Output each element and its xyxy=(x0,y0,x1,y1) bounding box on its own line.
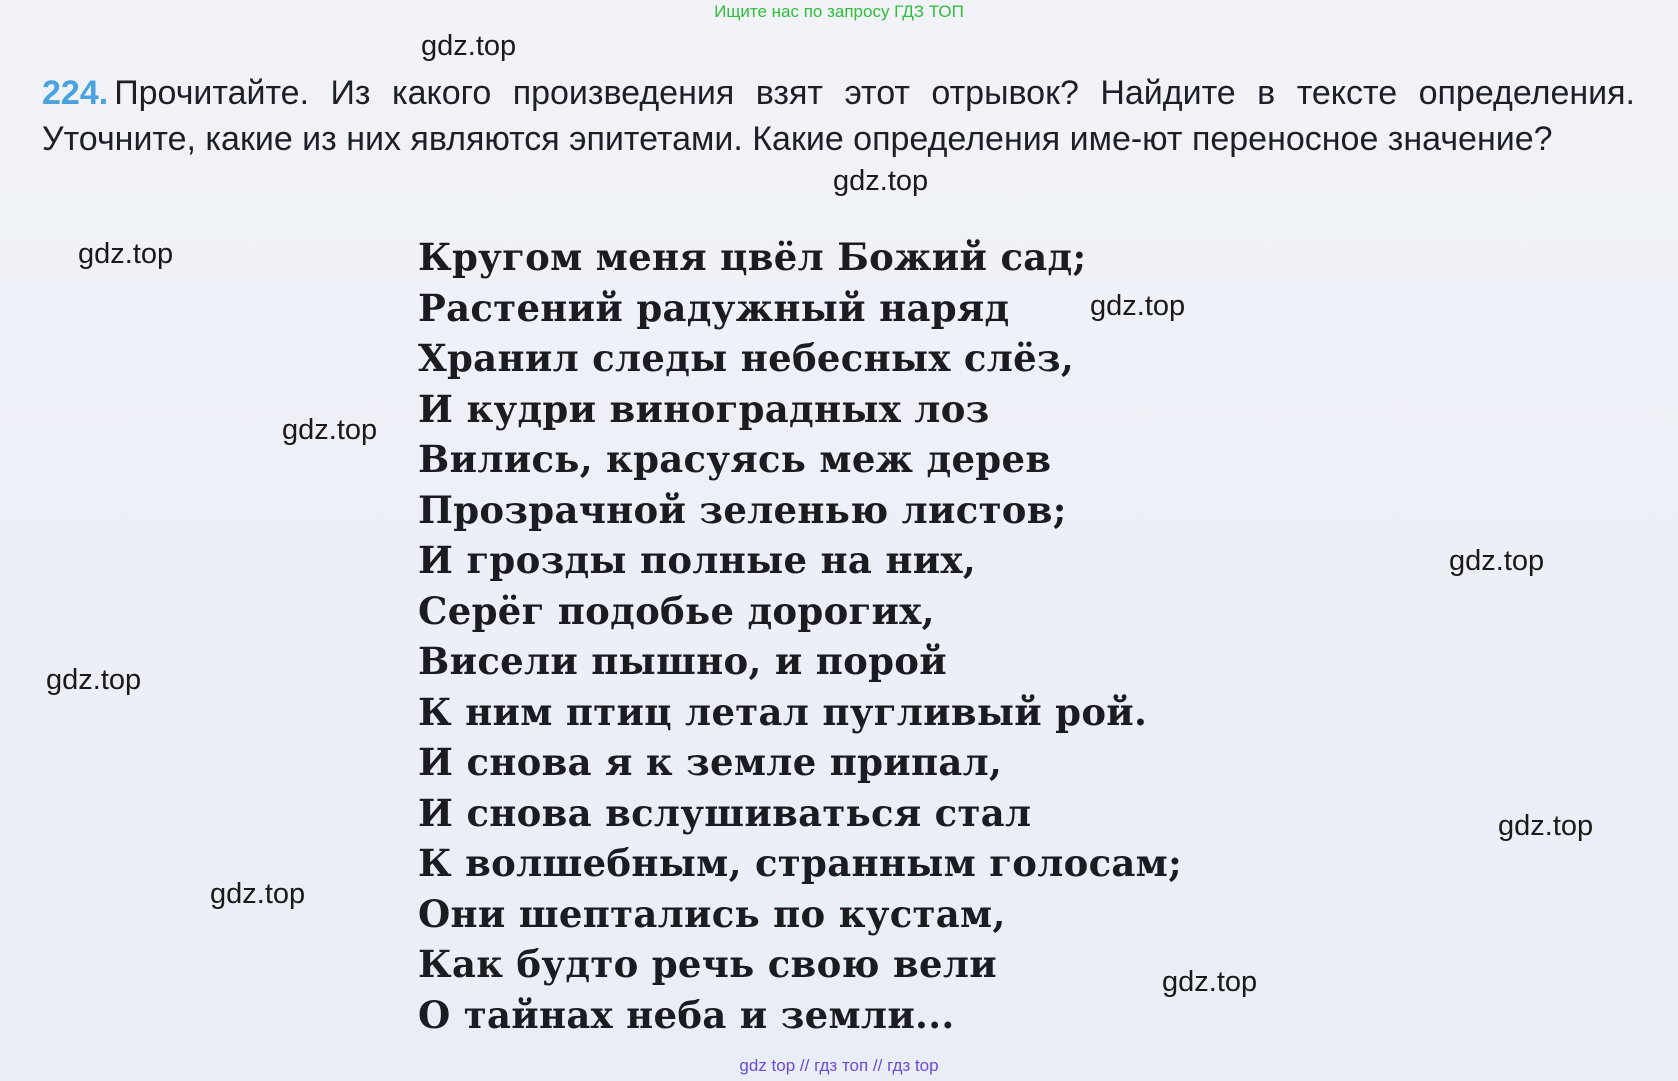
poem-line: И снова вслушиваться стал xyxy=(418,790,1032,835)
poem-line: И кудри виноградных лоз xyxy=(418,386,990,431)
watermark: gdz.top xyxy=(282,414,378,446)
poem-line: Вились, красуясь меж дерев xyxy=(418,437,1052,481)
bottom-banner: gdz top // гдз топ // гдз top xyxy=(739,1056,939,1075)
poem-excerpt xyxy=(418,232,1182,1040)
poem-line: Кругом меня цвёл Божий сад; xyxy=(418,235,1087,279)
task-instruction xyxy=(42,70,1635,162)
poem-line: Прозрачной зеленью листов; xyxy=(418,487,1067,532)
poem-line: К ним птиц летал пугливый рой. xyxy=(418,689,1148,734)
watermark: gdz.top xyxy=(46,664,142,696)
watermark: gdz.top xyxy=(1449,545,1545,577)
poem-line: Серёг подобье дорогих, xyxy=(418,588,935,633)
watermark: gdz.top xyxy=(1090,290,1186,322)
watermark: gdz.top xyxy=(1498,810,1594,842)
task-text: Прочитайте. Из какого произведения взят этот отрывок? Найдите в тексте определения. Уточните, какие из них являются эпитетами. Какие определения име-ют переносное значение? xyxy=(42,74,1635,158)
poem-line: Как будто речь свою вели xyxy=(418,942,997,986)
poem-line: О тайнах неба и земли... xyxy=(418,992,955,1037)
watermark: gdz.top xyxy=(78,238,174,270)
poem-line: К волшебным, странным голосам; xyxy=(418,841,1183,885)
poem-line: И снова я к земле припал, xyxy=(418,740,1003,784)
poem-line: Хранил следы небесных слёз, xyxy=(418,336,1075,380)
watermark: gdz.top xyxy=(210,878,306,910)
watermark: gdz.top xyxy=(421,30,517,62)
poem-line: Они шептались по кустам, xyxy=(418,891,1006,936)
top-banner: Ищите нас по запросу ГДЗ ТОП xyxy=(714,2,964,21)
poem-line: Висели пышно, и порой xyxy=(418,639,948,683)
poem-line: Растений радужный наряд xyxy=(418,285,1010,330)
task-number: 224. xyxy=(42,74,109,112)
watermark: gdz.top xyxy=(1162,966,1258,998)
watermark: gdz.top xyxy=(833,165,929,197)
poem-line: И грозды полные на них, xyxy=(418,538,977,582)
